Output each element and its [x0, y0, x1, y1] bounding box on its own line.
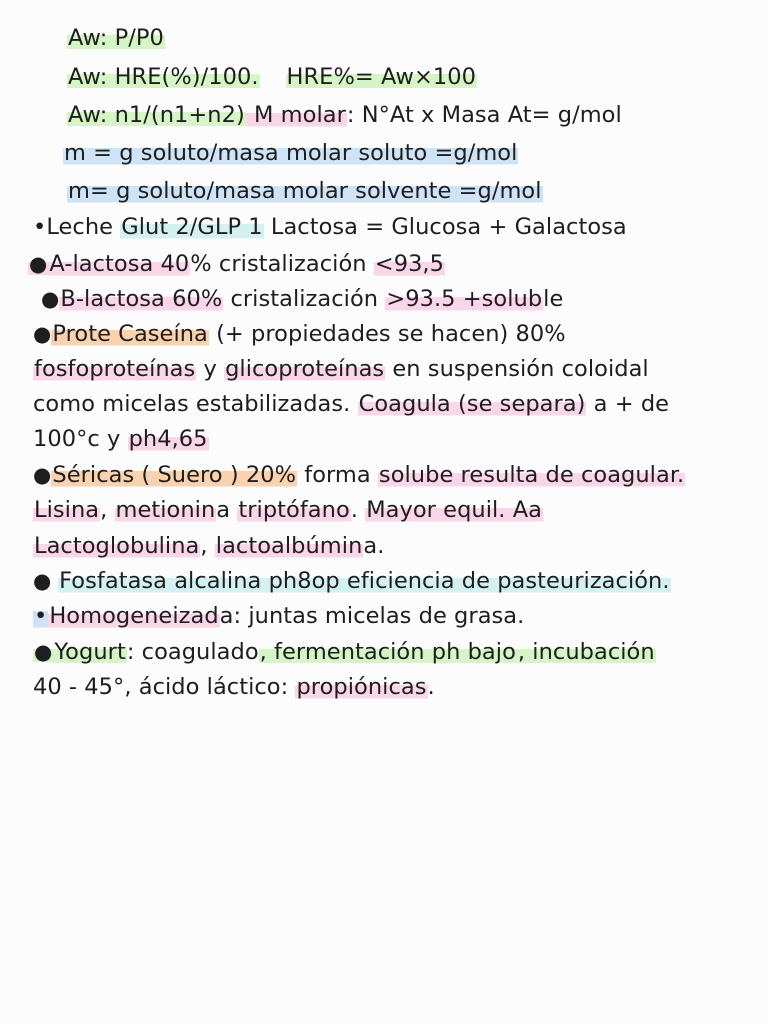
note-text: y [196, 356, 225, 382]
note-line-aminoacidos [33, 495, 543, 525]
highlight-pink: propiónicas [296, 674, 427, 700]
note-line-lactoglobulina [33, 531, 384, 561]
highlight-green: Aw: HRE(%)/100. [68, 64, 259, 90]
highlight-orange: Prote Caseína [52, 321, 208, 347]
note-line-molality-solvent [67, 176, 543, 206]
bullet: ● [33, 569, 59, 593]
highlight-pink: Lisina [34, 497, 100, 523]
highlight-green: HRE%= Aw×100 [286, 64, 476, 90]
note-line-fosfatasa [33, 566, 671, 596]
note-text: 100°c y [33, 426, 128, 452]
note-line-yogurt [33, 637, 656, 667]
highlight-pink: M molar [246, 102, 346, 128]
note-text: , [200, 533, 215, 559]
note-line-a-lactosa [28, 249, 445, 279]
bullet: ● [33, 463, 52, 487]
note-line-micelas [33, 389, 669, 419]
note-text: 40 - 45°, ácido láctico: [33, 674, 296, 700]
bullet: ● [41, 287, 60, 311]
highlight-green: Aw: n1/(n1+n2) [68, 102, 245, 128]
highlight-green: , incubación [517, 639, 655, 665]
note-text: . [427, 674, 435, 700]
note-text: •Leche [33, 214, 121, 240]
highlight-pink: A-lactosa 40 [49, 251, 190, 277]
note-text: a. [363, 533, 385, 559]
note-text: (+ propiedades se hacen) 80% [208, 321, 566, 347]
highlight-blue: m = g soluto/masa molar soluto =g/mol [64, 140, 518, 166]
note-line-leche [33, 212, 627, 242]
highlight-pink: ph4,65 [128, 426, 208, 452]
highlight-pink: >93.5 +solub [386, 286, 543, 312]
bullet: ● [29, 252, 48, 276]
note-line-fosfoproteinas [33, 354, 649, 384]
note-text: cristalización [223, 286, 386, 312]
highlight-green: Yogurt [54, 639, 126, 665]
highlight-pink: solube resulta de coagular. [378, 462, 685, 488]
highlight-cyan: Glut 2/GLP 1 [121, 214, 263, 240]
highlight-orange: Séricas ( Suero ) 20% [52, 462, 297, 488]
note-text: le [543, 286, 564, 312]
note-line-sericas [33, 460, 685, 490]
note-text: a: juntas micelas de grasa. [219, 603, 525, 629]
highlight-pink: <93,5 [374, 251, 444, 277]
note-text: a + de [586, 391, 670, 417]
highlight-pink: fosfoproteínas [34, 356, 196, 382]
highlight-pink: Homogeneizad [49, 603, 219, 629]
note-text: en suspensión coloidal [385, 356, 649, 382]
note-line-caseina [33, 319, 566, 349]
note-line-ph [33, 424, 209, 454]
highlight-pink: Mayor equil. Aa [366, 497, 542, 523]
note-line-aw-hre [67, 62, 477, 92]
highlight-blue: • [34, 603, 48, 629]
note-text: : N°At x Masa At= g/mol [346, 102, 622, 128]
highlight-pink: lactoalbúmin [215, 533, 363, 559]
note-line-acido-lactico [33, 672, 435, 702]
note-text: como micelas estabilizadas. [33, 391, 358, 417]
highlight-cyan: Fosfatasa alcalina ph8op eficiencia de pasteurización. [59, 568, 670, 594]
highlight-pink: metionin [115, 497, 216, 523]
note-text: : coagulado [126, 639, 259, 665]
highlight-pink: Coagula (se separa) [358, 391, 586, 417]
note-text: Lactosa = Glucosa + Galactosa [263, 214, 627, 240]
highlight-pink: triptófano [238, 497, 350, 523]
note-line-aw-moles [67, 100, 622, 130]
note-text: % cristalización [190, 251, 374, 277]
note-text: forma [297, 462, 378, 488]
highlight-green: , fermentación ph bajo [259, 639, 516, 665]
note-text: a [216, 497, 238, 523]
highlight-pink: Lactoglobulina [34, 533, 200, 559]
bullet: ● [33, 322, 52, 346]
note-line-b-lactosa [41, 284, 563, 314]
note-text: , [100, 497, 115, 523]
note-text: . [350, 497, 366, 523]
bullet: ● [34, 640, 53, 664]
note-line-molality-solute [63, 138, 518, 168]
note-line-homogeneizada [33, 601, 524, 631]
highlight-pink: glicoproteínas [225, 356, 385, 382]
note-line-aw-pressure [67, 23, 165, 53]
highlight-pink: B-lactosa 60% [60, 286, 223, 312]
highlight-blue: m= g soluto/masa molar solvente =g/mol [68, 178, 542, 204]
highlight-green: Aw: P/P0 [68, 25, 164, 51]
